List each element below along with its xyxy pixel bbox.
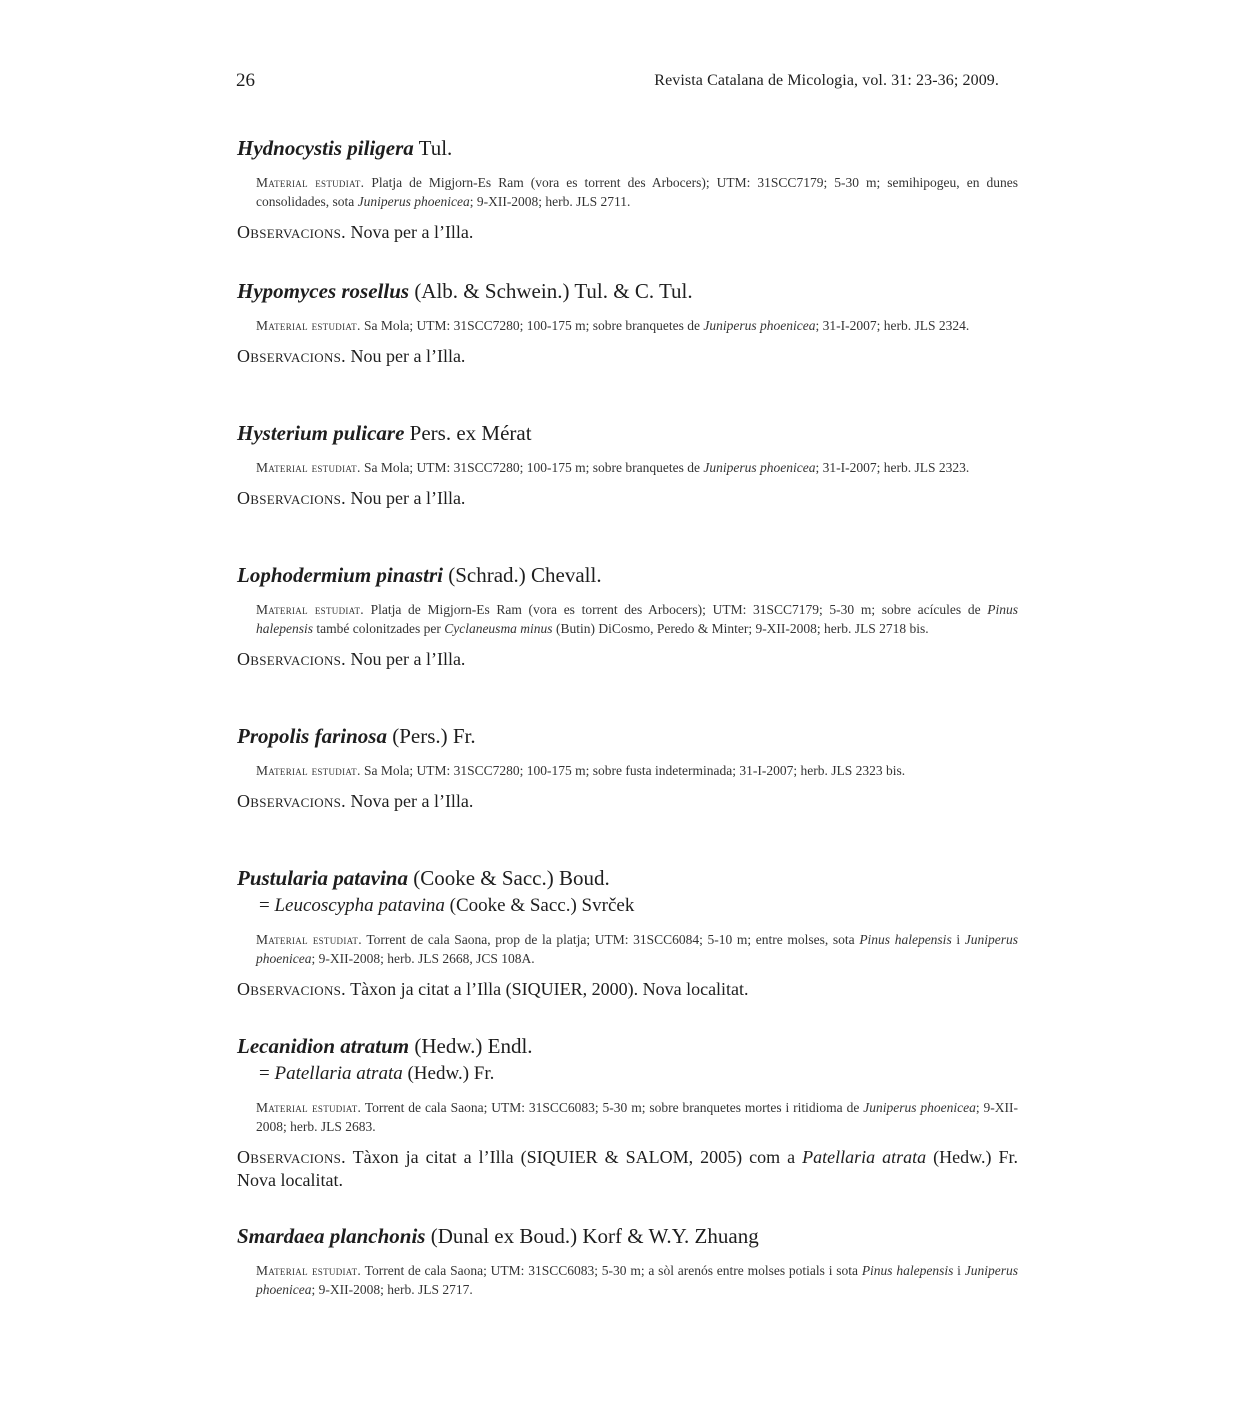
taxon-authority: (Dunal ex Boud.) Korf & W.Y. Zhuang xyxy=(430,1224,759,1248)
material-studied xyxy=(256,173,1018,211)
text-run: ; 9-XII-2008; herb. JLS 2717. xyxy=(311,1282,473,1297)
taxon-authority: (Cooke & Sacc.) Boud. xyxy=(413,866,610,890)
taxon-binomial: Hydnocystis piligera xyxy=(237,136,414,160)
observations-label: Observacions. xyxy=(237,979,346,999)
text-run: ; 31-I-2007; herb. JLS 2323. xyxy=(815,460,970,475)
synonym-name: Patellaria atrata xyxy=(274,1063,403,1084)
running-head: Revista Catalana de Micologia, vol. 31: 23-36; 2009. xyxy=(654,72,999,89)
text-run: Sa Mola; UTM: 31SCC7280; 100-175 m; sobre branquetes de xyxy=(364,460,704,475)
text-run: i xyxy=(951,932,965,947)
text-run: Sa Mola; UTM: 31SCC7280; 100-175 m; sobre branquetes de xyxy=(364,318,704,333)
text-run: (Butin) DiCosmo, Peredo & Minter; 9-XII-2008; herb. JLS 2718 bis. xyxy=(552,621,929,636)
observations-text xyxy=(350,222,473,242)
text-run: (Hedw.) Fr. Nova localitat. xyxy=(237,1147,1019,1190)
taxon-name-italic: Juniperus phoenicea xyxy=(703,318,816,333)
text-run: Nova per a l’Illa. xyxy=(350,791,474,811)
observations-text xyxy=(350,346,465,366)
observations-label: Observacions. xyxy=(237,488,346,508)
material-label: Material estudiat. xyxy=(256,1100,362,1115)
material-label: Material estudiat. xyxy=(256,602,364,617)
text-run: Platja de Migjorn-Es Ram (vora es torrent des Arbocers); UTM: 31SCC7179; 5-30 m; sobre acícules de xyxy=(370,602,988,617)
taxon-binomial: Propolis farinosa xyxy=(237,724,387,748)
taxon-heading xyxy=(237,1224,1018,1249)
text-run: Platja de Migjorn-Es Ram (vora es torrent des Arbocers); UTM: 31SCC7179; 5-30 m; semihipogeu, en dunes consolidades, sota xyxy=(256,175,1018,209)
taxon-heading xyxy=(237,563,1018,588)
species-entry xyxy=(237,866,1018,1001)
material-label: Material estudiat. xyxy=(256,1263,362,1278)
species-entry xyxy=(237,1034,1018,1192)
observations xyxy=(237,648,1018,671)
taxon-authority: (Schrad.) Chevall. xyxy=(448,563,602,587)
text-run: Nova per a l’Illa. xyxy=(350,222,474,242)
material-studied xyxy=(256,1098,1018,1136)
taxon-name-italic: Cyclaneusma minus xyxy=(444,621,553,636)
observations xyxy=(237,790,1018,813)
taxon-binomial: Smardaea planchonis xyxy=(237,1224,426,1248)
observations xyxy=(237,345,1018,368)
text-run: Nou per a l’Illa. xyxy=(350,346,466,366)
taxon-heading xyxy=(237,136,1018,161)
observations xyxy=(237,978,1018,1001)
text-run: Sa Mola; UTM: 31SCC7280; 100-175 m; sobre fusta indeterminada; 31-I-2007; herb. JLS 2323 bis. xyxy=(364,763,906,778)
material-text xyxy=(364,460,969,475)
synonym-authority: (Hedw.) Fr. xyxy=(407,1063,495,1084)
synonym-name: Leucoscypha patavina xyxy=(274,895,445,916)
observations xyxy=(237,487,1018,510)
material-studied xyxy=(256,600,1018,638)
material-studied xyxy=(256,458,1018,477)
taxon-name-italic: Pinus halepensis xyxy=(861,1263,954,1278)
observations-text xyxy=(350,791,473,811)
observations-text xyxy=(350,979,748,999)
species-entry xyxy=(237,421,1018,510)
taxon-authority: (Hedw.) Endl. xyxy=(414,1034,533,1058)
material-label: Material estudiat. xyxy=(256,175,365,190)
taxon-heading xyxy=(237,866,1018,891)
taxon-authority: (Alb. & Schwein.) Tul. & C. Tul. xyxy=(414,279,693,303)
observations xyxy=(237,221,1018,244)
observations-label: Observacions. xyxy=(237,222,346,242)
synonym-prefix: = xyxy=(259,1063,275,1084)
taxon-synonym xyxy=(237,894,1018,918)
synonym-authority: (Cooke & Sacc.) Svrček xyxy=(449,895,635,916)
text-run: ; 9-XII-2008; herb. JLS 2683. xyxy=(256,1100,1018,1134)
taxon-binomial: Lecanidion atratum xyxy=(237,1034,410,1058)
material-label: Material estudiat. xyxy=(256,318,361,333)
species-entry xyxy=(237,1224,1018,1299)
taxon-heading xyxy=(237,724,1018,749)
material-text xyxy=(256,175,1018,209)
taxon-name-italic: Patellaria atrata xyxy=(802,1147,927,1167)
taxon-binomial: Lophodermium pinastri xyxy=(237,563,443,587)
taxon-binomial: Pustularia patavina xyxy=(237,866,408,890)
material-label: Material estudiat. xyxy=(256,460,361,475)
taxon-name-italic: Juniperus phoenicea xyxy=(703,460,816,475)
text-run: ; 9-XII-2008; herb. JLS 2711. xyxy=(469,194,631,209)
text-run: Nou per a l’Illa. xyxy=(350,488,466,508)
material-studied xyxy=(256,316,1018,335)
observations-label: Observacions. xyxy=(237,791,346,811)
taxon-name-italic: Juniperus phoenicea xyxy=(256,1263,1018,1297)
observations-text xyxy=(350,649,465,669)
observations-label: Observacions. xyxy=(237,346,346,366)
material-label: Material estudiat. xyxy=(256,932,362,947)
page-number: 26 xyxy=(236,70,255,91)
species-entry xyxy=(237,136,1018,244)
taxon-name-italic: Juniperus phoenicea xyxy=(863,1100,976,1115)
taxon-name-italic: Pinus halepensis xyxy=(256,602,1019,636)
taxon-synonym xyxy=(237,1062,1018,1086)
material-text xyxy=(364,318,969,333)
observations-text xyxy=(350,488,465,508)
taxon-name-italic: Juniperus phoenicea xyxy=(256,932,1018,966)
taxon-heading xyxy=(237,1034,1018,1059)
taxon-authority: (Pers.) Fr. xyxy=(392,724,476,748)
taxon-binomial: Hysterium pulicare xyxy=(237,421,405,445)
text-run: Torrent de cala Saona; UTM: 31SCC6083; 5-30 m; a sòl arenós entre molses potials i sota xyxy=(364,1263,862,1278)
taxon-name-italic: Pinus halepensis xyxy=(859,932,952,947)
taxon-binomial: Hypomyces rosellus xyxy=(237,279,410,303)
text-run: ; 31-I-2007; herb. JLS 2324. xyxy=(815,318,970,333)
observations-label: Observacions. xyxy=(237,649,346,669)
observations-text xyxy=(237,1147,1018,1190)
material-studied xyxy=(256,1261,1018,1299)
text-run: Torrent de cala Saona, prop de la platja; UTM: 31SCC6084; 5-10 m; entre molses, sota xyxy=(366,932,860,947)
material-text xyxy=(256,1100,1018,1134)
material-text xyxy=(256,602,1018,636)
text-run: també colonitzades per xyxy=(313,621,445,636)
observations xyxy=(237,1146,1018,1192)
observations-label: Observacions. xyxy=(237,1147,346,1167)
taxon-authority: Tul. xyxy=(418,136,453,160)
species-entry xyxy=(237,279,1018,368)
material-label: Material estudiat. xyxy=(256,763,361,778)
text-run: Tàxon ja citat a l’Illa (SIQUIER & SALOM, 2005) com a xyxy=(352,1147,803,1167)
text-run: i xyxy=(953,1263,965,1278)
species-entry xyxy=(237,724,1018,813)
synonym-prefix: = xyxy=(259,895,275,916)
material-text xyxy=(364,763,905,778)
text-run: ; 9-XII-2008; herb. JLS 2668, JCS 108A. xyxy=(311,951,535,966)
text-run: Torrent de cala Saona; UTM: 31SCC6083; 5-30 m; sobre branquetes mortes i ritidioma de xyxy=(364,1100,864,1115)
material-text xyxy=(256,1263,1018,1297)
text-run: Nou per a l’Illa. xyxy=(350,649,466,669)
text-run: Tàxon ja citat a l’Illa (SIQUIER, 2000). Nova localitat. xyxy=(350,979,749,999)
material-studied xyxy=(256,761,1018,780)
material-text xyxy=(256,932,1018,966)
taxon-name-italic: Juniperus phoenicea xyxy=(357,194,470,209)
species-entry xyxy=(237,563,1018,671)
taxon-heading xyxy=(237,421,1018,446)
taxon-authority: Pers. ex Mérat xyxy=(409,421,532,445)
taxon-heading xyxy=(237,279,1018,304)
material-studied xyxy=(256,930,1018,968)
